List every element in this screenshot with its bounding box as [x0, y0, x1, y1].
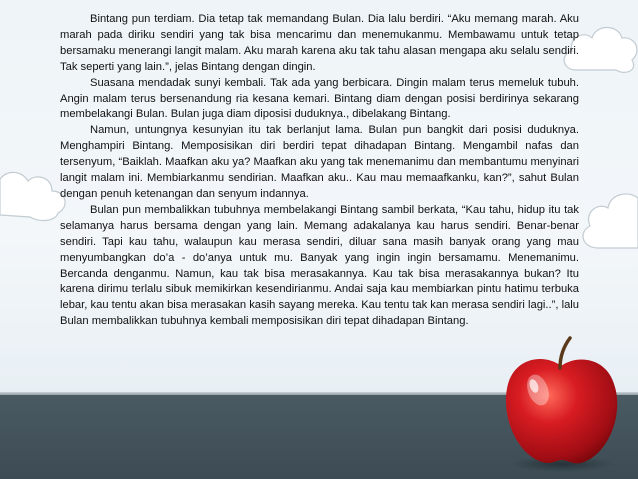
paragraph-1: Bintang pun terdiam. Dia tetap tak memandang Bulan. Dia lalu berdiri. “Aku memang marah. Aku marah pada diriku sendiri yang tak bisa mencarimu dan menemukanmu. Membawamu untuk tetap bersamaku menerangi langit malam. Aku marah karena aku tak tahu alasan mengapa aku selalu sendiri. Tak seperti yang lain.”, jelas Bintang dengan dingin. — [60, 13, 579, 73]
apple-icon — [498, 330, 624, 475]
paragraph-4: Bulan pun membalikkan tubuhnya membelakangi Bintang sambil berkata, “Kau tahu, hidup itu tak selamanya harus bersama dengan yang lain. Memang adakalanya kau harus sendiri. Benar-benar sendiri. Tapi kau tahu, walaupun kau merasa sendiri, diluar sana masih banyak orang yang mau menyumbangkan do’a - do’anya untuk mu. Banyak yang ingin ingin bersamamu. Menemanimu. Bercanda denganmu. Namun, kau tak bisa merasakannya. Kau tak bisa merasakannya bukan? Itu karena dirimu terlalu sibuk memikirkan kesendirianmu. Andai saja kau membiarkan pintu hatimu terbuka lebar, kau tentu akan bisa merasakan kasih sayang mereka. Kau tentu tak kan merasa sendiri lagi..”, lalu Bulan membalikkan tubuhnya kembali memposisikan diri tepat dihadapan Bintang. — [60, 203, 579, 328]
paragraph-2: Suasana mendadak sunyi kembali. Tak ada yang berbicara. Dingin malam terus memeluk tubuh. Angin malam terus bersenandung ria kesana kemari. Bintang diam dengan posisi berdirinya sekarang membelakangi Bulan. Bulan juga diam diposisi duduknya., dibelakang Bintang. — [60, 76, 579, 121]
story-text — [60, 12, 579, 330]
paragraph-3: Namun, untungnya kesunyian itu tak berlanjut lama. Bulan pun bangkit dari posisi duduknya. Menghampiri Bintang. Memposisikan diri berdiri tepat dihadapan Bintang. Mengambil nafas dan tersenyum, “Baiklah. Maafkan aku ya? Maafkan aku yang tak menemanimu dan membantumu menyinari langit malam ini. Membiarkanmu sendirian. Maafkan aku.. Kau mau memaafkanku, kan?”, sahut Bulan dengan penuh ketenangan dan senyum indannya. — [60, 124, 579, 200]
